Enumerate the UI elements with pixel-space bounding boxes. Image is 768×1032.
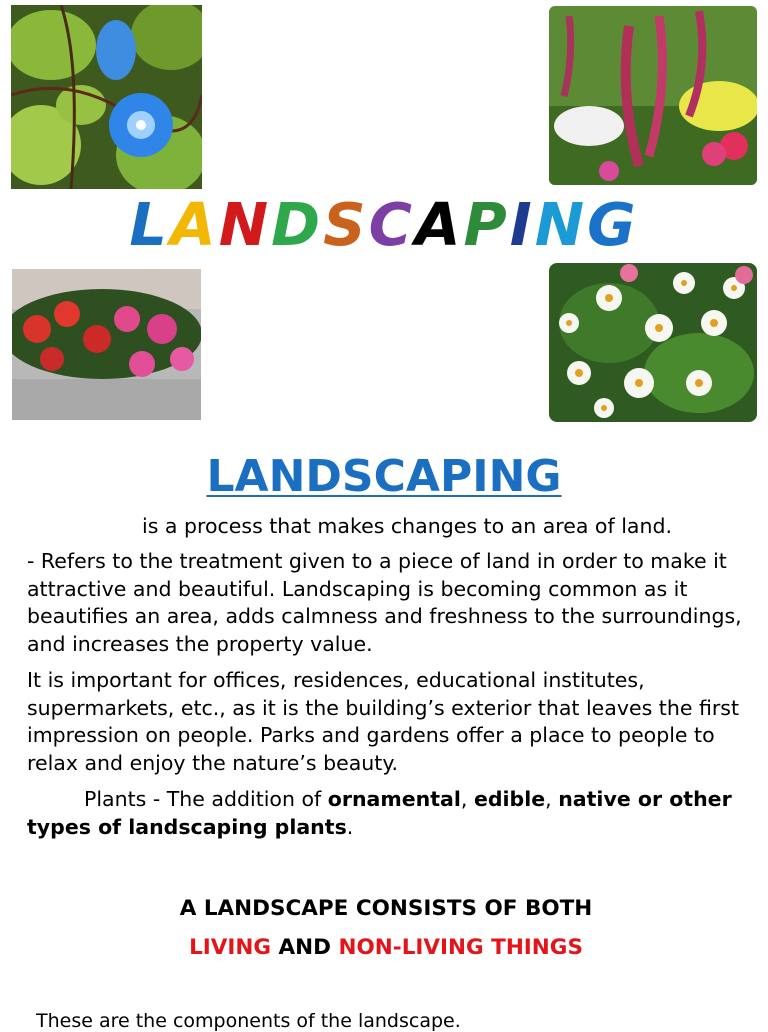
components-line: These are the components of the landscape. — [36, 1010, 461, 1032]
morning-glory-photo — [11, 5, 202, 189]
nonliving-text: NON-LIVING THINGS — [338, 935, 583, 960]
plants-bold-native: native or other types of landscaping plants — [27, 787, 732, 839]
title-letter: P — [463, 190, 510, 259]
decorative-title — [0, 190, 768, 260]
title-letter: C — [368, 190, 415, 259]
title-letter: S — [323, 190, 369, 259]
title-letter: L — [129, 190, 171, 259]
title-letter: A — [414, 190, 464, 259]
amaranth-flowers-photo — [549, 6, 757, 185]
page-heading — [0, 450, 768, 504]
title-letter: I — [509, 190, 535, 259]
impatiens-planter-photo — [12, 269, 201, 420]
title-letter: D — [271, 190, 324, 259]
plants-bold-ornamental: ornamental — [327, 787, 461, 811]
title-letter: A — [170, 190, 219, 259]
refers-paragraph: - Refers to the treatment given to a piece of land in order to make it attractive and beautiful. Landscaping is becoming common as it beautifies an area, adds calmness and freshness to the surroundings, and increases the property value. — [27, 549, 742, 656]
living-text: LIVING — [189, 935, 272, 960]
and-text: AND — [271, 935, 339, 960]
title-letter: G — [587, 190, 639, 259]
plants-lead: Plants - The addition of — [84, 787, 328, 811]
living-nonliving-line — [0, 935, 768, 960]
plants-separator: , — [460, 787, 474, 811]
plants-paragraph — [27, 786, 747, 841]
plants-separator: , — [545, 787, 559, 811]
consists-heading: A LANDSCAPE CONSISTS OF BOTH — [179, 896, 593, 921]
definition-paragraph: is a process that makes changes to an area of land. — [142, 514, 672, 538]
plants-bold-edible: edible — [473, 787, 546, 811]
heading-text: LANDSCAPING — [206, 451, 562, 502]
title-letter: N — [534, 190, 588, 259]
title-letter: N — [218, 190, 272, 259]
importance-paragraph: It is important for offices, residences, educational institutes, supermarkets, etc., as it is the building’s exterior that leaves the first impression on people. Parks and gardens offer a place to people to relax and enjoy the nature’s beauty. — [27, 668, 740, 775]
zinnia-flowers-photo — [549, 263, 757, 422]
plants-end: . — [346, 814, 354, 839]
